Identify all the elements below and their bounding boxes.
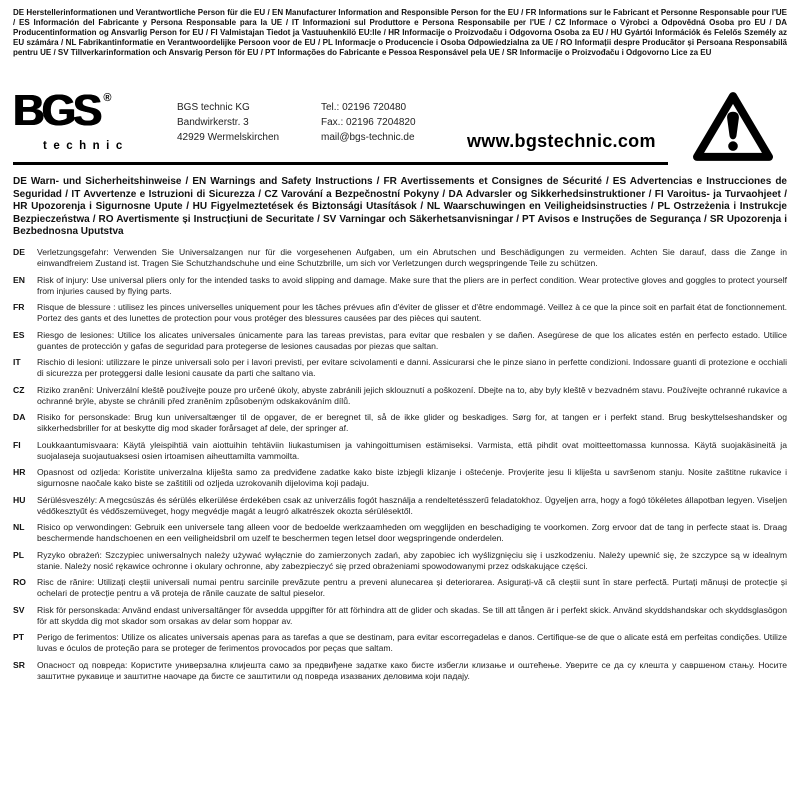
registered-trademark-icon: ® [103, 92, 112, 104]
warning-triangle-icon [693, 89, 773, 164]
company-contact-block [321, 100, 449, 145]
language-code: PL [13, 549, 24, 560]
language-code: FI [13, 439, 21, 450]
logo-text: BGS [13, 86, 100, 135]
manufacturer-info-header: DE Herstellerinformationen und Verantwortliche Person für die EU / EN Manufacturer Information and Responsible Person for the EU / FR Informations sur le Fabricant et Personne Responsable pour l'UE / ES Información del Fabricante y Persona Responsable para la UE / IT Informazioni sul Produttore e Persona Responsabile per l'UE / CZ Informace o Výrobci a Odpovědná Osoba pro EU / DA Producentinformation og Ansvarlig Person for EU / FI Valmistajan Tiedot ja Vastuuhenkilö EU:lle / HR Informacije o Proizvođaču i Odgovorna Osoba za EU / HU Gyártói Információk és Felelős Személy az EU számára / NL Fabrikantinformatie en Verantwoordelijke Persoon voor de EU / PL Informacje o Producencie i Osoba Odpowiedzialna za UE / RO Informații despre Producător și Persoana Responsabilă pentru UE / SV Tillverkarinformation och Ansvarig Person för EU / PT Informações do Fabricante e Pessoa Responsável pela UE / SR Informacije o Proizvođaču i Odgovorno Lice za EU [13, 8, 787, 57]
brand-row [13, 88, 787, 162]
logo-wordmark [13, 88, 163, 145]
company-website: www.bgstechnic.com [467, 131, 656, 151]
language-code: CZ [13, 384, 25, 395]
language-code: SR [13, 659, 25, 670]
warning-text: Loukkaantumisvaara: Käytä yleispihtiä vain aiottuihin tehtäviin liukastumisen ja vahingoittumisen estämiseksi. Varmista, että pihdit ovat moitteettomassa kunnossa. Käytä suojakäsineitä ja suojalaseja suojautuaksesi osien irtoamisen aiheuttamilta vammoilta. [37, 439, 787, 461]
bgs-logo [13, 88, 163, 152]
company-fax: Fax.: 02196 7204820 [321, 117, 416, 128]
warning-row [13, 275, 787, 297]
language-code: PT [13, 632, 24, 642]
warning-row [13, 440, 787, 462]
warning-text: Risico op verwondingen: Gebruik een universele tang alleen voor de bedoelde werkzaamheden om wegglijden en beschadiging te voorkomen. Zorg ervoor dat de tang in perfecte staat is. Draag beschermende handschoenen en een veiligheidsbril om uzelf te beschermen tegen letsel door wegspringende onderdelen. [37, 522, 787, 543]
language-code: IT [13, 357, 21, 367]
warning-row [13, 412, 787, 434]
warning-text: Perigo de ferimentos: Utilize os alicates universais apenas para as tarefas a que se destinam, para evitar escorregadelas e danos. Certifique-se de que o alicate está em perfeitas condições. Utilize luvas e óculos de proteção para se proteger de ferimentos provocados por peças que saltam. [37, 632, 787, 653]
language-code: DA [13, 412, 26, 422]
language-code: DE [13, 247, 25, 257]
company-city: 42929 Wermelskirchen [177, 132, 280, 143]
divider-rule [13, 162, 668, 165]
logo-subtext: technic [43, 140, 129, 152]
language-code: HR [13, 467, 26, 477]
warning-row [13, 302, 787, 324]
warning-text: Riziko zranění: Univerzální kleště používejte pouze pro určené úkoly, abyste zabránili jejich sklouznutí a poškození. Dbejte na to, aby byly kleště v bezvadném stavu. Používejte ochranné rukavice a ochranné brýle, abyste se chránili před zraněním způsobeným odskakováním dílů. [37, 384, 787, 406]
language-code: FR [13, 302, 25, 312]
warning-row [13, 467, 787, 489]
company-street: Bandwirkerstr. 3 [177, 117, 249, 128]
warning-text: Risk of injury: Use universal pliers only for the intended tasks to avoid slipping and damage. Make sure that the pliers are in perfect condition. Wear protective gloves and goggles to protect yourself from injuries caused by flying parts. [37, 274, 787, 296]
warning-row [13, 495, 787, 517]
warning-row [13, 632, 787, 654]
warning-text: Опасност од повреда: Користите универзална клијешта само за предвиђене задатке како бисте избегли клизање и оштећење. Уверите се да су клешта у савршеном стању. Носите заштитне рукавице и заштитне наочаре да бисте се заштитили од повреда изазваних деловима који падају. [37, 659, 787, 681]
warning-row [13, 522, 787, 544]
warning-text: Verletzungsgefahr: Verwenden Sie Universalzangen nur für die vorgesehenen Aufgaben, um ein Abrutschen und Beschädigungen zu vermeiden. Achten Sie darauf, dass die Zange in einwandfreiem Zustand ist. Tragen Sie Schutzhandschuhe und eine Schutzbrille, um sich vor Verletzungen durch wegspringende Teile zu schützen. [37, 247, 787, 268]
warnings-header: DE Warn- und Sicherheitshinweise / EN Warnings and Safety Instructions / FR Avertissements et Consignes de Sécurité / ES Advertencias e Instrucciones de Seguridad / IT Avvertenze e Istruzioni di Sicurezza / CZ Varování a Bezpečnostní Pokyny / DA Advarsler og Sikkerhedsinstruktioner / FI Varoitus- ja Turvaohjeet / HR Upozorenja i Sigurnosne Upute / HU Figyelmeztetések és Biztonsági Utasítások / NL Waarschuwingen en Veiligheidsinstructies / PL Ostrzeżenia i Instrukcje Bezpieczeństwa / RO Avertismente și Instrucțiuni de Securitate / SV Varningar och Säkerhetsanvisningar / PT Avisos e Instruções de Segurança / SR Upozorenja i Bezbednosna Uputstva [13, 176, 787, 237]
language-code: NL [13, 522, 25, 532]
warning-row [13, 577, 787, 599]
warning-text: Risc de rănire: Utilizați cleștii universali numai pentru sarcinile prevăzute pentru a preveni alunecarea și deteriorarea. Asigurați-vă că cleștii sunt în stare perfectă. Purtați mănuși de protecție și ochelari de protecție pentru a vă proteja de rănile cauzate de saltul pieselor. [37, 577, 787, 598]
company-email: mail@bgs-technic.de [321, 132, 415, 143]
warning-text: Riesgo de lesiones: Utilice los alicates universales únicamente para las tareas previstas, para evitar que resbalen y se dañen. Asegúrese de que los alicates estén en perfecto estado. Utilice guantes de protección y gafas de seguridad para protegerse de lesiones causadas por piezas que saltan. [37, 329, 787, 351]
warning-row [13, 247, 787, 269]
warning-text: Opasnost od ozljeda: Koristite univerzalna kliješta samo za predviđene zadatke kako biste izbjegli klizanje i oštećenje. Provjerite jesu li kliješta u savršenom stanju. Nosite zaštitne rukavice i sigurnosne naočale kako biste se zaštitili od ozljeda uzrokovanih dijelovima koji padaju. [37, 467, 787, 488]
warning-row [13, 385, 787, 407]
language-code: EN [13, 274, 25, 285]
warning-text: Sérülésveszély: A megcsúszás és sérülés elkerülése érdekében csak az univerzális fogót használja a rendeltetésszerű feladatokhoz. Ügyeljen arra, hogy a fogó tökéletes állapotban legyen. Viseljen védőkesztyűt és védőszemüveget, hogy megvédje magát a leugró alkatrészek okozta sérülésektől. [37, 494, 787, 516]
warning-text: Risque de blessure : utilisez les pinces universelles uniquement pour les tâches prévues afin d'éviter de glisser et d'être endommagé. Veillez à ce que la pince soit en parfait état de fonctionnement. Portez des gants et des lunettes de protection pour vous protéger des blessures causées par des pièces qui sautent. [37, 302, 787, 323]
language-code: HU [13, 494, 26, 505]
language-code: SV [13, 604, 25, 615]
warning-row [13, 357, 787, 379]
language-code: RO [13, 577, 26, 587]
warning-row [13, 330, 787, 352]
warning-row [13, 550, 787, 572]
company-address-block [177, 100, 307, 145]
language-code: ES [13, 329, 25, 340]
warning-row [13, 605, 787, 627]
warning-text: Ryzyko obrażeń: Szczypiec uniwersalnych należy używać wyłącznie do zamierzonych zadań, aby zapobiec ich wyślizgnięciu się i uszkodzeniu. Należy upewnić się, że szczypce są w idealnym stanie. Należy nosić rękawice ochronne i okulary ochronne, aby zabezpieczyć się przed obrażeniami spowodowanymi przez odskakujące części. [37, 549, 787, 571]
company-name: BGS technic KG [177, 102, 250, 113]
warning-text: Rischio di lesioni: utilizzare le pinze universali solo per i lavori previsti, per evitare scivolamenti e danni. Assicurarsi che le pinze siano in perfette condizioni. Indossare guanti di protezione e occhiali di sicurezza per proteggersi dalle lesioni causate da parti che saltano via. [37, 357, 787, 378]
warning-row [13, 660, 787, 682]
warning-text: Risiko for personskade: Brug kun universaltænger til de opgaver, de er beregnet til, så de ikke glider og beskadiges. Sørg for, at tangen er i perfekt stand. Brug beskyttelseshandsker og sikkerhedsbriller for at beskytte dig mod skader forårsaget af dele, der springer af. [37, 412, 787, 433]
warning-text: Risk för personskada: Använd endast universaltänger för avsedda uppgifter för att förhindra att de glider och skadas. Se till att tången är i perfekt skick. Använd skyddshandskar och skyddsglasögon för att skydda dig mot skador som orsakas av delar som hoppar av. [37, 604, 787, 626]
company-phone: Tel.: 02196 720480 [321, 102, 407, 113]
warnings-list [13, 247, 787, 687]
